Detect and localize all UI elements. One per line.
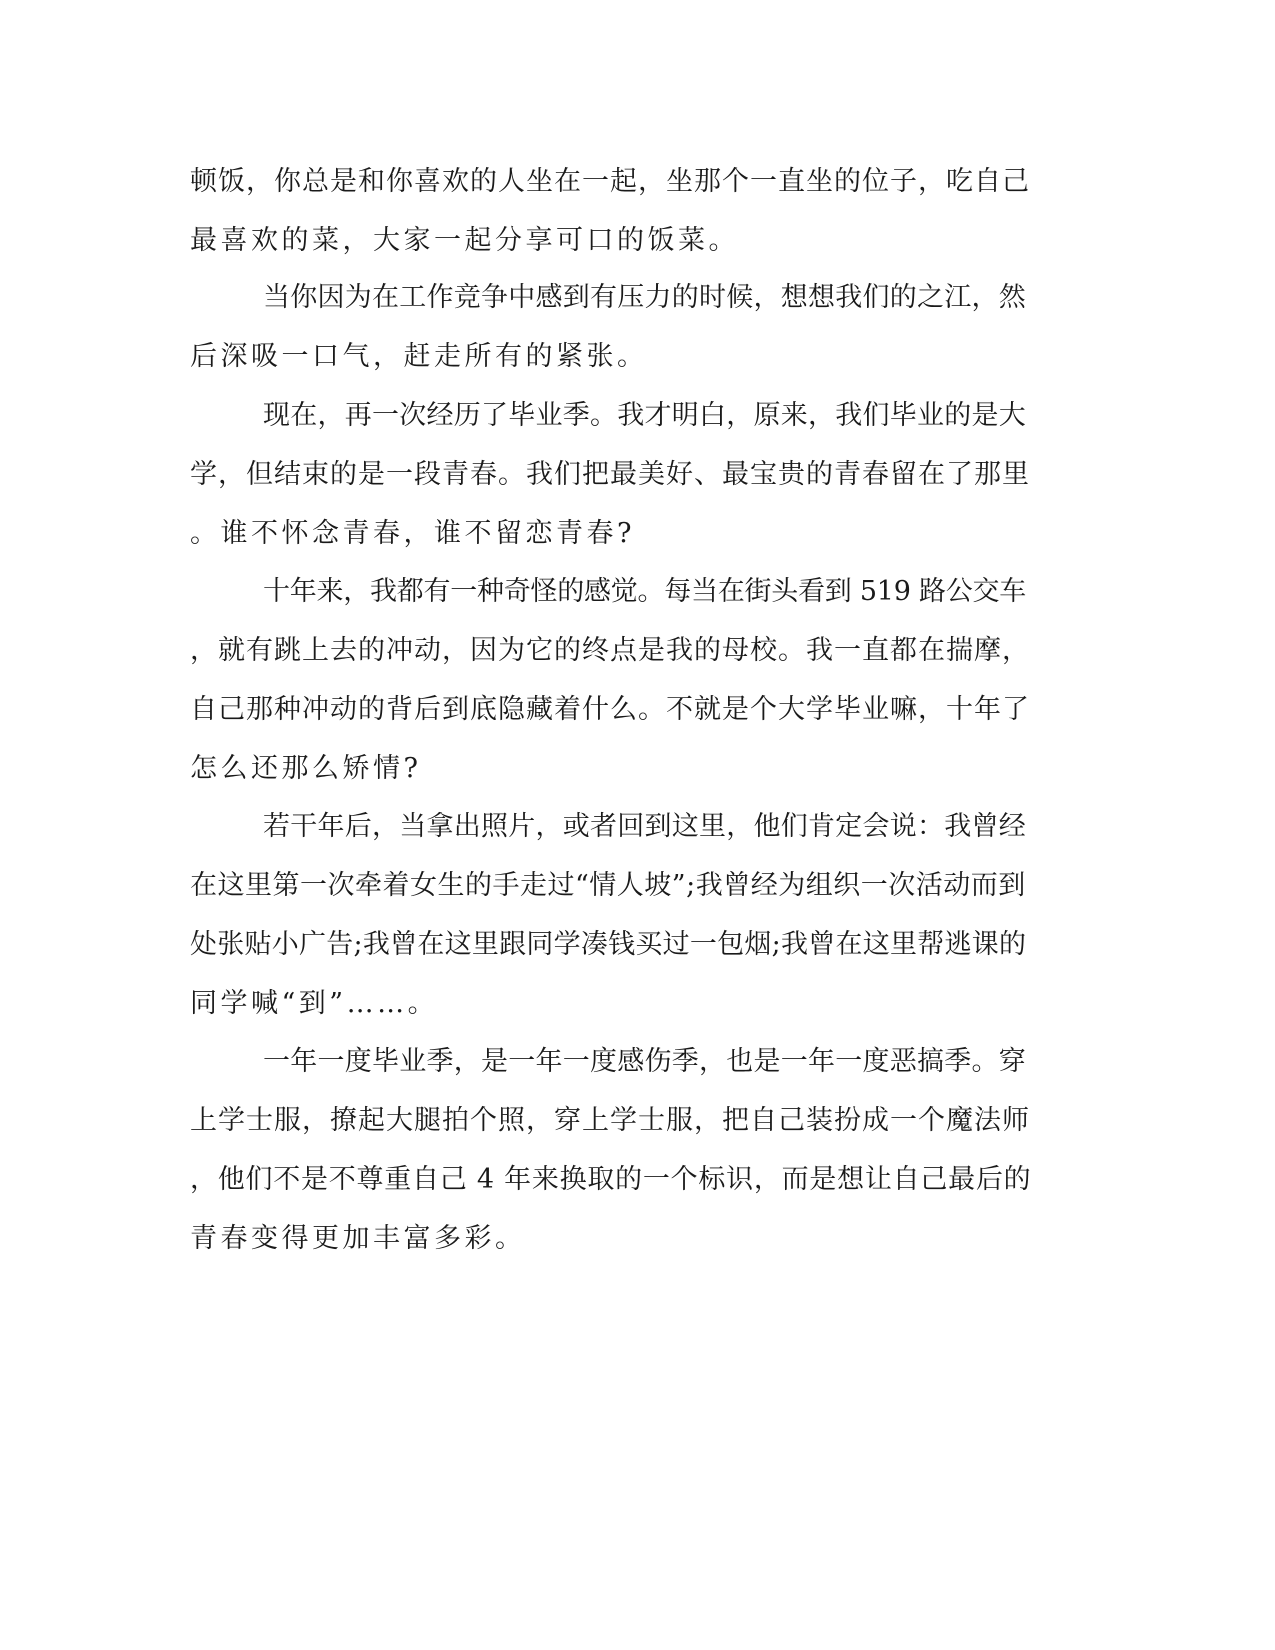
paragraph-first-line: 十年来，我都有一种奇怪的感觉。每当在街头看到 519 路公交车	[263, 576, 1026, 607]
text-line: 。谁不怀念青春，谁不留恋青春?	[190, 518, 635, 549]
text-line: ，就有跳上去的冲动，因为它的终点是我的母校。我一直都在揣摩，	[190, 635, 1030, 666]
paragraph-first-line: 当你因为在工作竞争中感到有压力的时候，想想我们的之江，然	[263, 282, 1026, 313]
paragraph-first-line: 若干年后，当拿出照片，或者回到这里，他们肯定会说：我曾经	[263, 811, 1026, 842]
text-line: 在这里第一次牵着女生的手走过“情人坡”;我曾经为组织一次活动而到	[190, 870, 1026, 901]
text-line: 自己那种冲动的背后到底隐藏着什么。不就是个大学毕业嘛，十年了	[190, 694, 1030, 725]
paragraph-first-line: 现在，再一次经历了毕业季。我才明白，原来，我们毕业的是大	[263, 400, 1026, 431]
text-line: 顿饭，你总是和你喜欢的人坐在一起，坐那个一直坐的位子，吃自己	[190, 166, 1030, 197]
text-line: ，他们不是不尊重自己 4 年来换取的一个标识，而是想让自己最后的	[190, 1164, 1032, 1195]
text-line: 处张贴小广告;我曾在这里跟同学凑钱买过一包烟;我曾在这里帮逃课的	[190, 929, 1027, 960]
text-line: 上学士服，撩起大腿拍个照，穿上学士服，把自己装扮成一个魔法师	[190, 1105, 1030, 1136]
text-line: 同学喊“到”……。	[190, 988, 439, 1019]
text-line: 学，但结束的是一段青春。我们把最美好、最宝贵的青春留在了那里	[190, 459, 1030, 490]
text-line: 最喜欢的菜，大家一起分享可口的饭菜。	[190, 225, 739, 256]
text-line: 怎么还那么矫情?	[190, 753, 422, 784]
text-line: 青春变得更加丰富多彩。	[190, 1223, 526, 1254]
paragraph-first-line: 一年一度毕业季，是一年一度感伤季，也是一年一度恶搞季。穿	[263, 1046, 1026, 1077]
text-line: 后深吸一口气，赶走所有的紧张。	[190, 341, 648, 372]
